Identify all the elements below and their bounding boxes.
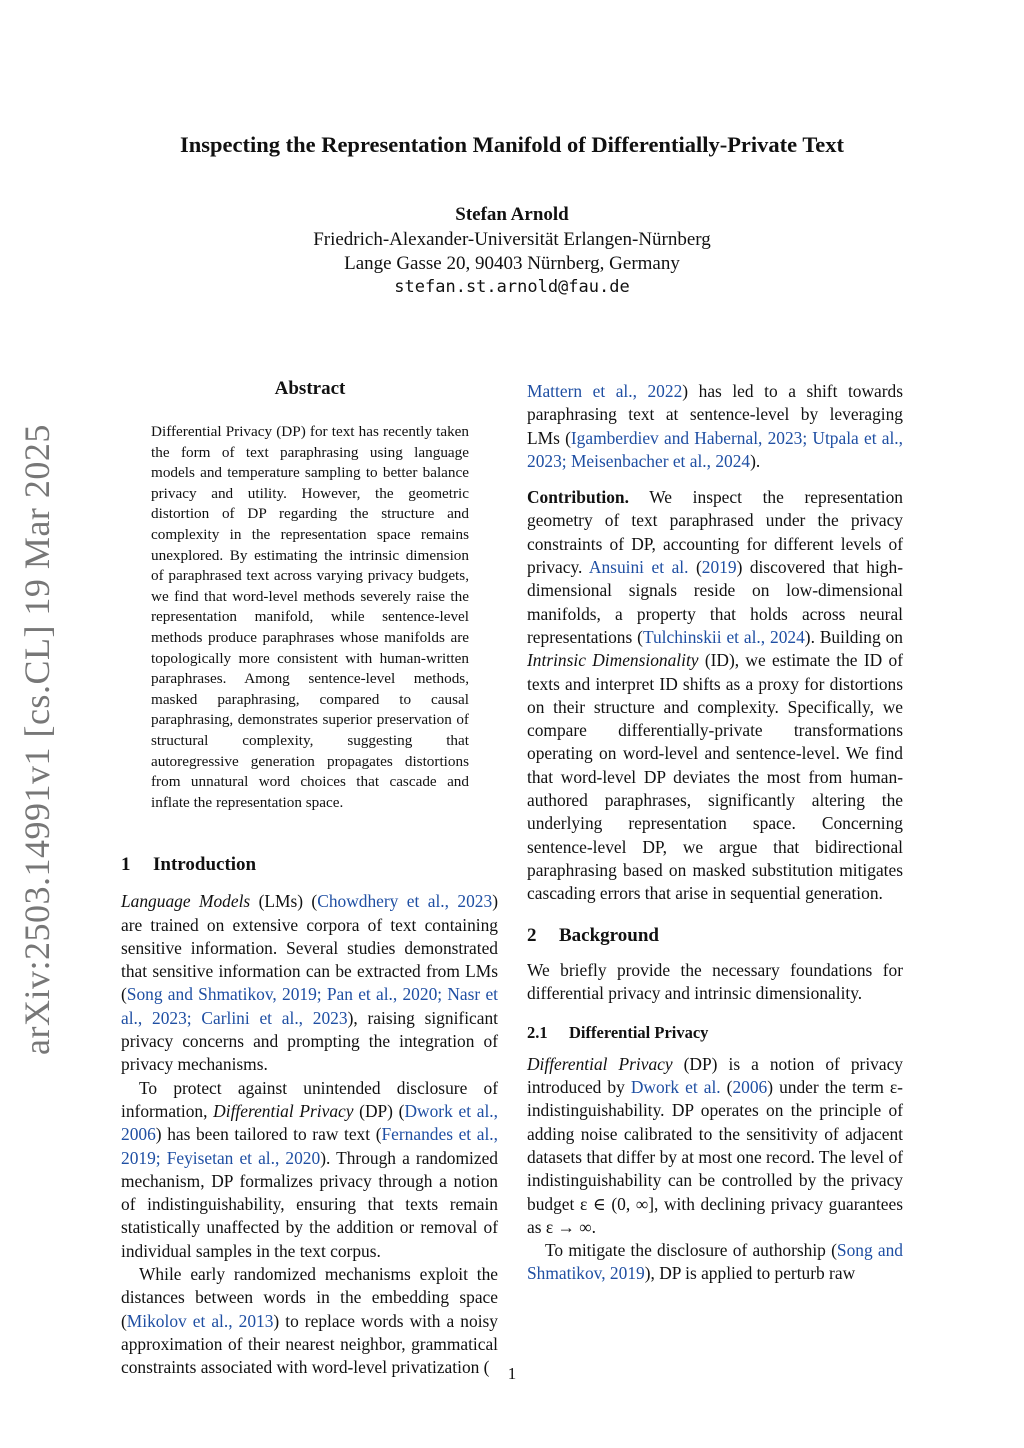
citation-link[interactable]: Dwork et al., 2006 (121, 1100, 498, 1145)
intro-paragraph-1 (121, 890, 498, 1076)
text: ), raising significant privacy concerns and prompting the integration of privacy mechanisms. (121, 1007, 498, 1075)
text: (DP) ( (353, 1100, 405, 1121)
citation-link[interactable]: 2019 (701, 557, 737, 578)
section-title: Introduction (153, 854, 257, 875)
affiliation-line-2: Lange Gasse 20, 90403 Nürnberg, Germany (344, 253, 680, 274)
text: ). (750, 450, 761, 471)
right-column (527, 380, 903, 1286)
text: ( (688, 557, 702, 578)
citation-link[interactable]: Igamberdiev and Habernal, 2023; Utpala et al., 2023; Meisenbacher et al., 2024 (527, 427, 903, 471)
paper-title: Inspecting the Representation Manifold of Differentially-Private Text (179, 132, 845, 157)
paragraph-label: Contribution. (527, 487, 629, 508)
text: To protect against unintended disclosure of information, (121, 1077, 498, 1121)
citation-link[interactable]: Mattern et al., 2022 (527, 381, 683, 401)
section-number: 2 (527, 924, 537, 946)
citation-link[interactable]: Tulchinskii et al., 2024 (642, 626, 805, 647)
contribution-paragraph (527, 486, 903, 905)
emphasis: Language Models (121, 891, 251, 912)
subsection-number: 2.1 (527, 1023, 548, 1043)
emphasis: Differential Privacy (527, 1053, 673, 1074)
affiliation-line-1: Friedrich-Alexander-Universität Erlangen-Nürnberg (313, 229, 711, 250)
text: ). Building on (804, 626, 903, 647)
subsection-title: Differential Privacy (569, 1023, 709, 1043)
text: To mitigate the disclosure of authorship ( (545, 1240, 837, 1261)
citation-link[interactable]: Fernandes et al., 2019; Feyisetan et al., 2020 (121, 1124, 498, 1168)
subsection-heading (527, 1021, 903, 1044)
citation-link[interactable]: 2006 (732, 1077, 768, 1098)
citation-link[interactable]: Mikolov et al., 2013 (126, 1310, 274, 1331)
text: (LMs) ( (250, 891, 318, 912)
background-heading (527, 924, 903, 947)
section-title: Background (559, 924, 659, 946)
dp-paragraph-2 (527, 1239, 903, 1286)
intro-section (121, 853, 498, 1380)
text: ) has led to a shift towards paraphrasing text at sentence-level by leveraging LMs ( (527, 381, 904, 448)
text: (ID), we estimate the ID of texts and interpret ID shifts as a proxy for distortions on their structure and complexity. Specifically, we compare differentially-private transformations operating on word-level and sentence-level. We find that word-level DP deviates the most from human-authored paraphrases, significantly altering the underlying representation space. Concerning sentence-level DP, we argue that bidirectional paraphrasing based on masked substitution mitigates cascading errors that arise in sequential generation. (527, 650, 903, 904)
intro-heading (121, 853, 498, 876)
author-email: stefan.st.arnold@fau.de (394, 277, 630, 297)
text: ), DP is applied to perturb raw (644, 1263, 856, 1284)
text: ( (720, 1077, 733, 1098)
emphasis: Intrinsic Dimensionality (527, 650, 699, 671)
citation-link[interactable]: Song and Shmatikov, 2019; Pan et al., 2020; Nasr et al., 2023; Carlini et al., 2023 (121, 984, 498, 1028)
arxiv-identifier: arXiv:2503.14991v1 [cs.CL] 19 Mar 2025 (17, 424, 57, 1055)
citation-link[interactable]: Dwork et al. (630, 1077, 721, 1098)
dp-paragraph-1 (527, 1053, 903, 1239)
text: (DP) is a notion of privacy introduced by (527, 1053, 904, 1098)
citation-link[interactable]: Chowdhery et al., 2023 (317, 891, 493, 912)
intro-paragraph-3-continued (527, 380, 903, 473)
text: While early randomized mechanisms exploit the distances between words in the embedding space ( (121, 1264, 498, 1331)
text: ) has been tailored to raw text ( (155, 1124, 382, 1145)
citation-link[interactable]: Ansuini et al. (588, 557, 689, 578)
intro-paragraph-3 (121, 1263, 498, 1379)
citation-link[interactable]: Song and Shmatikov, 2019 (527, 1240, 903, 1284)
author-name: Stefan Arnold (455, 204, 569, 225)
text: ) to replace words with a noisy approximation of their nearest neighbor, grammatical constraints associated with word-level privatization ( (121, 1310, 498, 1378)
text: ) discovered that high-dimensional signals reside on low-dimensional manifolds, a property that holds across neural representations ( (527, 557, 903, 647)
section-number: 1 (121, 854, 131, 875)
abstract-text: Differential Privacy (DP) for text has recently taken the form of text paraphrasing using language models and temperature sampling to better balance privacy and utility. However, the geometric distortion of DP regarding the structure and complexity in the representation space remains unexplored. By estimating the intrinsic dimension of paraphrased text across varying privacy budgets, we find that word-level methods severely raise the representation manifold, while sentence-level methods produce paraphrases whose manifolds are topologically more consistent with human-written paraphrases. Among sentence-level methods, masked paraphrasing, compared to causal paraphrasing, demonstrates superior preservation of structural complexity, suggesting that autoregressive generation propagates distortions from unnatural word choices that cascade and inflate the representation space. (151, 423, 469, 811)
text: ) are trained on extensive corpora of text containing sensitive information. Several studies demonstrated that sensitive information can be extracted from LMs ( (121, 891, 498, 1005)
emphasis: Differential Privacy (213, 1100, 354, 1121)
text: We inspect the representation geometry of text paraphrased under the privacy constraints of DP, accounting for different levels of privacy. (527, 487, 903, 578)
text: ) under the term ε-indistinguishability. DP operates on the principle of adding noise calibrated to the sensitivity of adjacent datasets that differ by at most one record. The level of indistinguishability can be controlled by the privacy budget ε ∈ (0, ∞], with declining privacy guarantees as ε → ∞. (527, 1077, 903, 1237)
text: ). Through a randomized mechanism, DP formalizes privacy through a notion of indistinguishability, ensuring that texts remain statistically unaffected by the addition or removal of individual samples in the text corpus. (121, 1147, 498, 1261)
page-number: 1 (507, 1364, 517, 1383)
intro-paragraph-2 (121, 1077, 498, 1263)
background-paragraph: We briefly provide the necessary foundations for differential privacy and intrinsic dimensionality. (527, 959, 903, 1004)
abstract-heading: Abstract (274, 378, 346, 399)
